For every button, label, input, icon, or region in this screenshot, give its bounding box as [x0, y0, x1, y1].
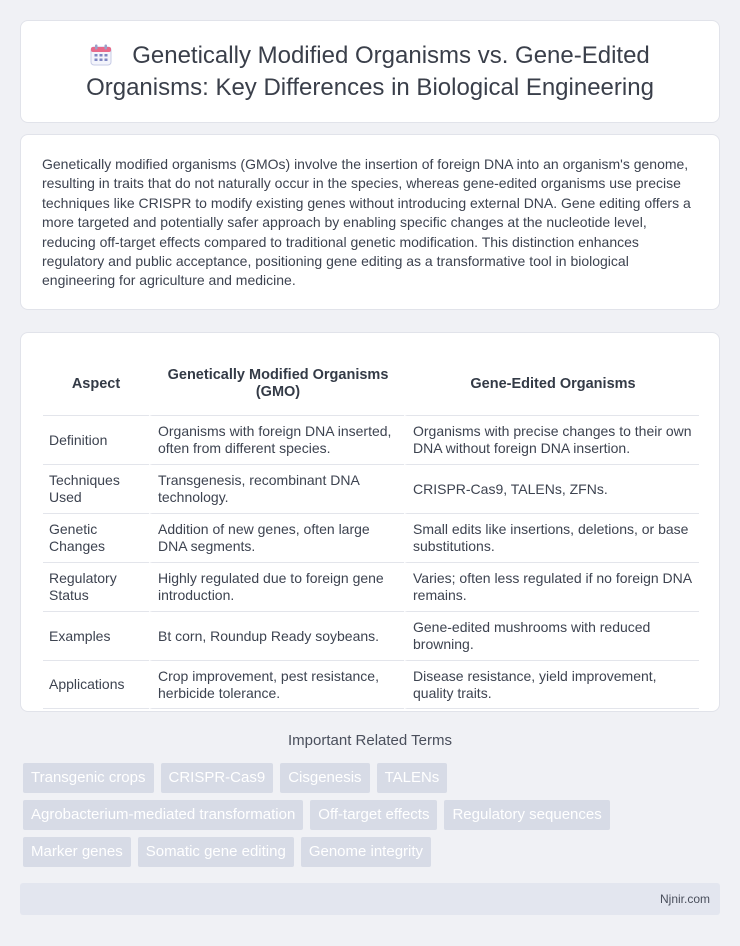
row-aspect: Regulatory Status [43, 562, 149, 611]
row-gmo-cell: Bt corn, Roundup Ready soybeans. [149, 611, 404, 660]
row-gene-edited-cell: Gene-edited mushrooms with reduced browning. [404, 611, 699, 660]
row-aspect: Definition [43, 415, 149, 464]
calendar-icon [90, 44, 112, 73]
row-aspect: Applications [43, 660, 149, 709]
related-term-tag[interactable]: Cisgenesis [280, 763, 369, 793]
column-header-aspect: Aspect [71, 375, 121, 392]
row-aspect: Techniques Used [43, 464, 149, 513]
footer-site-link[interactable]: Njnir.com [659, 892, 710, 906]
related-term-tag[interactable]: Off-target effects [310, 800, 437, 830]
row-gene-edited-cell: Disease resistance, yield improvement, quality traits. [404, 660, 699, 709]
related-term-tag[interactable]: Genome integrity [301, 837, 431, 867]
related-term-tag[interactable]: Agrobacterium-mediated transformation [23, 800, 303, 830]
related-term-tag[interactable]: Somatic gene editing [138, 837, 294, 867]
comparison-table-card [20, 332, 720, 712]
row-gmo-cell: Highly regulated due to foreign gene introduction. [149, 562, 404, 611]
row-aspect: Examples [43, 611, 149, 660]
related-term-tag[interactable]: CRISPR-Cas9 [161, 763, 274, 793]
related-terms-list [23, 763, 713, 867]
related-term-tag[interactable]: Transgenic crops [23, 763, 154, 793]
row-gene-edited-cell: Small edits like insertions, deletions, or base substitutions. [404, 513, 699, 562]
column-header-gene-edited: Gene-Edited Organisms [404, 353, 699, 415]
related-term-tag[interactable]: TALENs [377, 763, 448, 793]
page-title-text: Genetically Modified Organisms vs. Gene-Edited Organisms: Key Differences in Biological Engineering [86, 42, 654, 101]
column-header-gmo: Genetically Modified Organisms (GMO) [149, 353, 404, 415]
intro-paragraph: Genetically modified organisms (GMOs) involve the insertion of foreign DNA into an organism's genome, resulting in traits that do not naturally occur in the species, whereas gene-edited organisms use precise techniques like CRISPR to modify existing genes without introducing external DNA. Gene editing offers a more targeted and potentially safer approach by enabling specific changes at the nucleotide level, reducing off-target effects compared to traditional genetic modification. This distinction enhances regulatory and public acceptance, positioning gene editing as a transformative tool in biological engineering for agriculture and medicine. [42, 156, 691, 289]
table-row [43, 562, 699, 611]
intro-card [20, 134, 720, 310]
row-gmo-cell: Organisms with foreign DNA inserted, often from different species. [149, 415, 404, 464]
table-header-row [43, 353, 699, 415]
comparison-table [43, 353, 699, 709]
table-row [43, 513, 699, 562]
related-term-tag[interactable]: Marker genes [23, 837, 131, 867]
related-terms-heading: Important Related Terms [288, 732, 452, 749]
page-title [51, 41, 689, 102]
table-row [43, 464, 699, 513]
row-gmo-cell: Addition of new genes, often large DNA segments. [149, 513, 404, 562]
title-card [20, 20, 720, 123]
related-term-tag[interactable]: Regulatory sequences [444, 800, 609, 830]
row-gene-edited-cell: Organisms with precise changes to their own DNA without foreign DNA insertion. [404, 415, 699, 464]
row-gmo-cell: Crop improvement, pest resistance, herbicide tolerance. [149, 660, 404, 709]
table-row [43, 611, 699, 660]
row-gene-edited-cell: CRISPR-Cas9, TALENs, ZFNs. [404, 464, 699, 513]
table-row [43, 660, 699, 709]
footer-bar [20, 883, 720, 915]
row-aspect: Genetic Changes [43, 513, 149, 562]
row-gene-edited-cell: Varies; often less regulated if no foreign DNA remains. [404, 562, 699, 611]
row-gmo-cell: Transgenesis, recombinant DNA technology. [149, 464, 404, 513]
table-row [43, 415, 699, 464]
